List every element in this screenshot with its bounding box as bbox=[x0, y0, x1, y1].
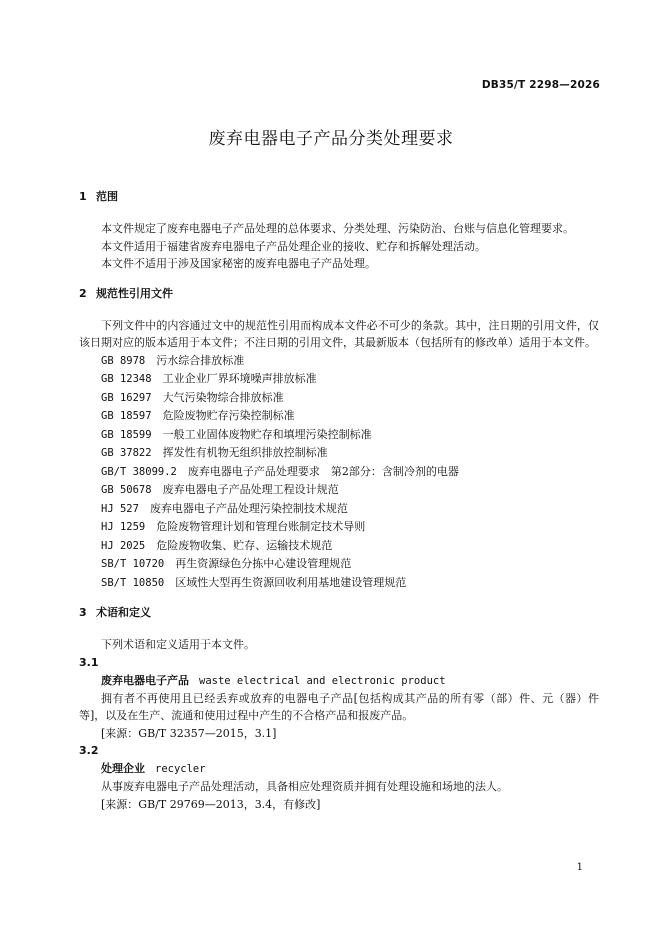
paragraph: 本文件不适用于涉及国家秘密的废弃电器电子产品处理。 bbox=[101, 257, 376, 270]
reference-item bbox=[79, 389, 599, 408]
reference-code: GB 50678 bbox=[101, 484, 152, 496]
term-name-en: waste electrical and electronic product bbox=[199, 674, 446, 687]
paragraph: 本文件规定了废弃电器电子产品处理的总体要求、分类处理、污染防治、台账与信息化管理要求。 bbox=[101, 222, 574, 235]
paragraph: 下列术语和定义适用于本文件。 bbox=[101, 638, 255, 651]
reference-code: GB 12348 bbox=[101, 373, 152, 385]
reference-item bbox=[79, 463, 599, 482]
term-entry bbox=[79, 654, 599, 743]
section-title: 范围 bbox=[96, 190, 118, 203]
reference-name: 区域性大型再生资源回收利用基地建设管理规范 bbox=[175, 575, 407, 589]
term-definition: 拥有者不再使用且已经丢弃或放弃的电器电子产品[包括构成其产品的所有零（部）件、元（器）件等]，以及在生产、流通和使用过程中产生的不合格产品和报废产品。 bbox=[79, 691, 599, 722]
standard-code: DB35/T 2298—2026 bbox=[481, 79, 600, 91]
reference-item bbox=[79, 426, 599, 445]
reference-code: HJ 2025 bbox=[101, 539, 146, 552]
reference-item bbox=[79, 555, 599, 574]
section-number: 1 bbox=[79, 190, 87, 203]
section-number: 3 bbox=[79, 606, 87, 619]
reference-code: SB/T 10720 bbox=[101, 558, 165, 570]
section-title: 术语和定义 bbox=[96, 606, 151, 619]
reference-item bbox=[79, 481, 599, 500]
reference-code: GB 8978 bbox=[101, 354, 146, 367]
term-entry bbox=[79, 742, 599, 813]
term-name-zh: 处理企业 bbox=[101, 762, 145, 775]
reference-code: GB/T 38099.2 bbox=[101, 465, 177, 478]
term-source: [来源：GB/T 29769—2013，3.4，有修改] bbox=[101, 797, 321, 811]
document-title: 废弃电器电子产品分类处理要求 bbox=[208, 129, 454, 149]
reference-code: SB/T 10850 bbox=[101, 576, 165, 589]
reference-code: GB 37822 bbox=[101, 447, 152, 459]
reference-item bbox=[79, 407, 599, 426]
paragraph: 下列文件中的内容通过文中的规范性引用而构成本文件必不可少的条款。其中，注日期的引用文件，仅该日期对应的版本适用于本文件；不注日期的引用文件，其最新版本（包括所有的修改单）适用于本文件。 bbox=[79, 318, 599, 349]
reference-code: GB 16297 bbox=[101, 391, 152, 404]
section-2-heading bbox=[79, 285, 599, 303]
reference-name: 危险废物贮存污染控制标准 bbox=[162, 409, 295, 422]
reference-name: 挥发性有机物无组织排放控制标准 bbox=[162, 446, 328, 459]
reference-item bbox=[79, 518, 599, 537]
term-source: [来源：GB/T 32357—2015，3.1] bbox=[101, 726, 277, 740]
reference-item bbox=[79, 500, 599, 519]
reference-code: GB 18599 bbox=[101, 428, 152, 441]
term-number: 3.1 bbox=[79, 655, 99, 669]
reference-name: 工业企业厂界环境噪声排放标准 bbox=[162, 372, 317, 385]
section-3-heading bbox=[79, 604, 599, 622]
reference-code: HJ 1259 bbox=[101, 521, 146, 533]
reference-item bbox=[79, 574, 599, 593]
term-number: 3.2 bbox=[79, 744, 99, 757]
section-1-heading bbox=[79, 188, 599, 206]
term-name-zh: 废弃电器电子产品 bbox=[101, 673, 189, 687]
reference-code: HJ 527 bbox=[101, 502, 139, 515]
document-body bbox=[79, 188, 599, 813]
reference-name: 废弃电器电子产品处理污染控制技术规范 bbox=[149, 501, 348, 515]
reference-name: 大气污染物综合排放标准 bbox=[162, 390, 284, 404]
reference-item bbox=[79, 352, 599, 371]
reference-list bbox=[79, 352, 599, 593]
reference-name: 一般工业固体废物贮存和填埋污染控制标准 bbox=[162, 427, 372, 441]
term-definition: 从事废弃电器电子产品处理活动，具备相应处理资质并拥有处理设施和场地的法人。 bbox=[101, 780, 508, 793]
reference-item bbox=[79, 370, 599, 389]
reference-name: 废弃电器电子产品处理工程设计规范 bbox=[162, 483, 339, 496]
reference-name: 污水综合排放标准 bbox=[156, 353, 245, 367]
reference-code: GB 18597 bbox=[101, 410, 152, 422]
section-number: 2 bbox=[79, 286, 87, 300]
paragraph: 本文件适用于福建省废弃电器电子产品处理企业的接收、贮存和拆解处理活动。 bbox=[101, 239, 486, 253]
reference-item bbox=[79, 537, 599, 556]
term-name bbox=[79, 672, 599, 690]
reference-item bbox=[79, 444, 599, 463]
term-name bbox=[79, 760, 599, 778]
reference-name: 危险废物收集、贮存、运输技术规范 bbox=[156, 538, 333, 552]
page-number: 1 bbox=[576, 862, 583, 873]
reference-name: 危险废物管理计划和管理台账制定技术导则 bbox=[156, 520, 366, 533]
reference-name: 再生资源绿色分拣中心建设管理规范 bbox=[175, 557, 352, 570]
term-name-en: recycler bbox=[155, 763, 206, 775]
reference-name: 废弃电器电子产品处理要求 第2部分：含制冷剂的电器 bbox=[187, 464, 459, 478]
section-title: 规范性引用文件 bbox=[96, 286, 173, 300]
